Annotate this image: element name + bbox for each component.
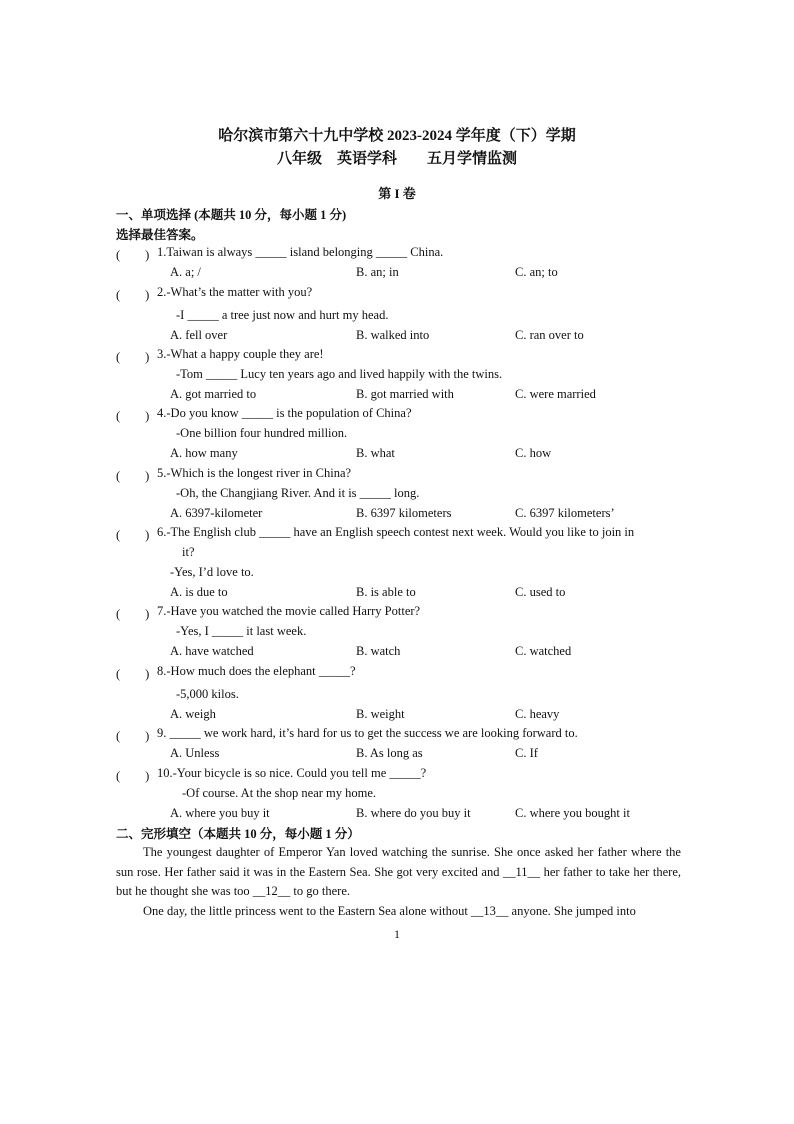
question-stem: 10.-Your bicycle is so nice. Could you tell me _____?: [157, 766, 427, 780]
question-reply: -Oh, the Changjiang River. And it is _____ long.: [176, 486, 420, 500]
option-a: A. how many: [170, 446, 238, 460]
section1-heading: 一、单项选择 (本题共 10 分，每小题 1 分): [116, 208, 347, 222]
option-a: A. got married to: [170, 387, 257, 401]
answer-paren[interactable]: ( ): [116, 667, 150, 681]
option-b: B. where do you buy it: [356, 806, 471, 820]
answer-paren[interactable]: ( ): [116, 409, 150, 423]
question-stem: 4.-Do you know _____ is the population of China?: [157, 406, 412, 420]
option-a: A. have watched: [170, 644, 254, 658]
section2-heading: 二、完形填空（本题共 10 分，每小题 1 分）: [116, 827, 360, 841]
option-a: A. weigh: [170, 707, 216, 721]
page-number: 1: [394, 927, 400, 941]
answer-paren[interactable]: ( ): [116, 469, 150, 483]
question-stem: 2.-What’s the matter with you?: [157, 285, 313, 299]
question-stem: 1.Taiwan is always _____ island belonging _____ China.: [157, 245, 444, 259]
answer-paren[interactable]: ( ): [116, 769, 150, 783]
answer-paren[interactable]: ( ): [116, 729, 150, 743]
option-a: A. where you buy it: [170, 806, 270, 820]
volume-label: 第 I 卷: [378, 186, 416, 201]
option-c: C. where you bought it: [515, 806, 630, 820]
question-stem-continued: it?: [182, 545, 195, 559]
question-stem: 8.-How much does the elephant _____?: [157, 664, 356, 678]
question-reply: -Yes, I _____ it last week.: [176, 624, 307, 638]
option-a: A. Unless: [170, 746, 220, 760]
cloze-text: her father to take her there, but he thought she was too: [116, 864, 681, 898]
cloze-text: to go there.: [290, 884, 351, 898]
exam-title: 哈尔滨市第六十九中学校 2023-2024 学年度（下）学期: [218, 128, 576, 144]
option-c: C. heavy: [515, 707, 560, 721]
cloze-paragraph-1: [116, 843, 681, 902]
question-stem: 9. _____ we work hard, it’s hard for us to get the success we are looking forward to.: [157, 726, 578, 740]
answer-paren[interactable]: ( ): [116, 607, 150, 621]
option-b: B. walked into: [356, 328, 430, 342]
cloze-text: One day, the little princess went to the Eastern Sea alone without: [143, 904, 471, 918]
question-reply: -I _____ a tree just now and hurt my head.: [176, 308, 389, 322]
question-reply: -One billion four hundred million.: [176, 426, 348, 440]
question-stem: 7.-Have you watched the movie called Harry Potter?: [157, 604, 421, 618]
question-stem: 6.-The English club _____ have an English speech contest next week. Would you like to join in: [157, 525, 635, 539]
cloze-text: anyone. She jumped into: [508, 904, 636, 918]
question-reply: -Yes, I’d love to.: [170, 565, 254, 579]
option-c: C. If: [515, 746, 538, 760]
cloze-paragraph-2: [116, 902, 681, 922]
answer-paren[interactable]: ( ): [116, 350, 150, 364]
blank-11[interactable]: __11__: [503, 864, 541, 879]
answer-paren[interactable]: ( ): [116, 248, 150, 262]
blank-13[interactable]: __13__: [470, 904, 509, 918]
section1-instruction: 选择最佳答案。: [116, 228, 204, 242]
question-stem: 5.-Which is the longest river in China?: [157, 466, 352, 480]
exam-subtitle: 八年级 英语学科 五月学情监测: [276, 151, 517, 167]
option-a: A. 6397-kilometer: [170, 506, 263, 520]
option-b: B. is able to: [356, 585, 416, 599]
option-b: B. got married with: [356, 387, 454, 401]
option-c: C. ran over to: [515, 328, 584, 342]
question-reply: -Of course. At the shop near my home.: [182, 786, 377, 800]
answer-paren[interactable]: ( ): [116, 288, 150, 302]
option-c: C. an; to: [515, 265, 558, 279]
cloze-text: The youngest daughter of Emperor Yan loved watching the sunrise. She once asked her father where the sun rose. Her father said it was in the Eastern Sea. She got very excited and: [116, 845, 681, 879]
blank-12[interactable]: __12__: [252, 884, 291, 898]
question-reply: -Tom _____ Lucy ten years ago and lived happily with the twins.: [176, 367, 503, 381]
option-b: B. an; in: [356, 265, 399, 279]
option-c: C. were married: [515, 387, 596, 401]
question-stem: 3.-What a happy couple they are!: [157, 347, 324, 361]
option-b: B. what: [356, 446, 395, 460]
option-c: C. 6397 kilometers’: [515, 506, 615, 520]
option-b: B. As long as: [356, 746, 423, 760]
option-a: A. is due to: [170, 585, 228, 599]
question-reply: -5,000 kilos.: [176, 687, 239, 701]
option-a: A. a; /: [170, 265, 201, 279]
option-c: C. watched: [515, 644, 572, 658]
option-b: B. weight: [356, 707, 405, 721]
option-c: C. used to: [515, 585, 566, 599]
option-b: B. watch: [356, 644, 401, 658]
option-c: C. how: [515, 446, 552, 460]
option-b: B. 6397 kilometers: [356, 506, 452, 520]
option-a: A. fell over: [170, 328, 228, 342]
answer-paren[interactable]: ( ): [116, 528, 150, 542]
